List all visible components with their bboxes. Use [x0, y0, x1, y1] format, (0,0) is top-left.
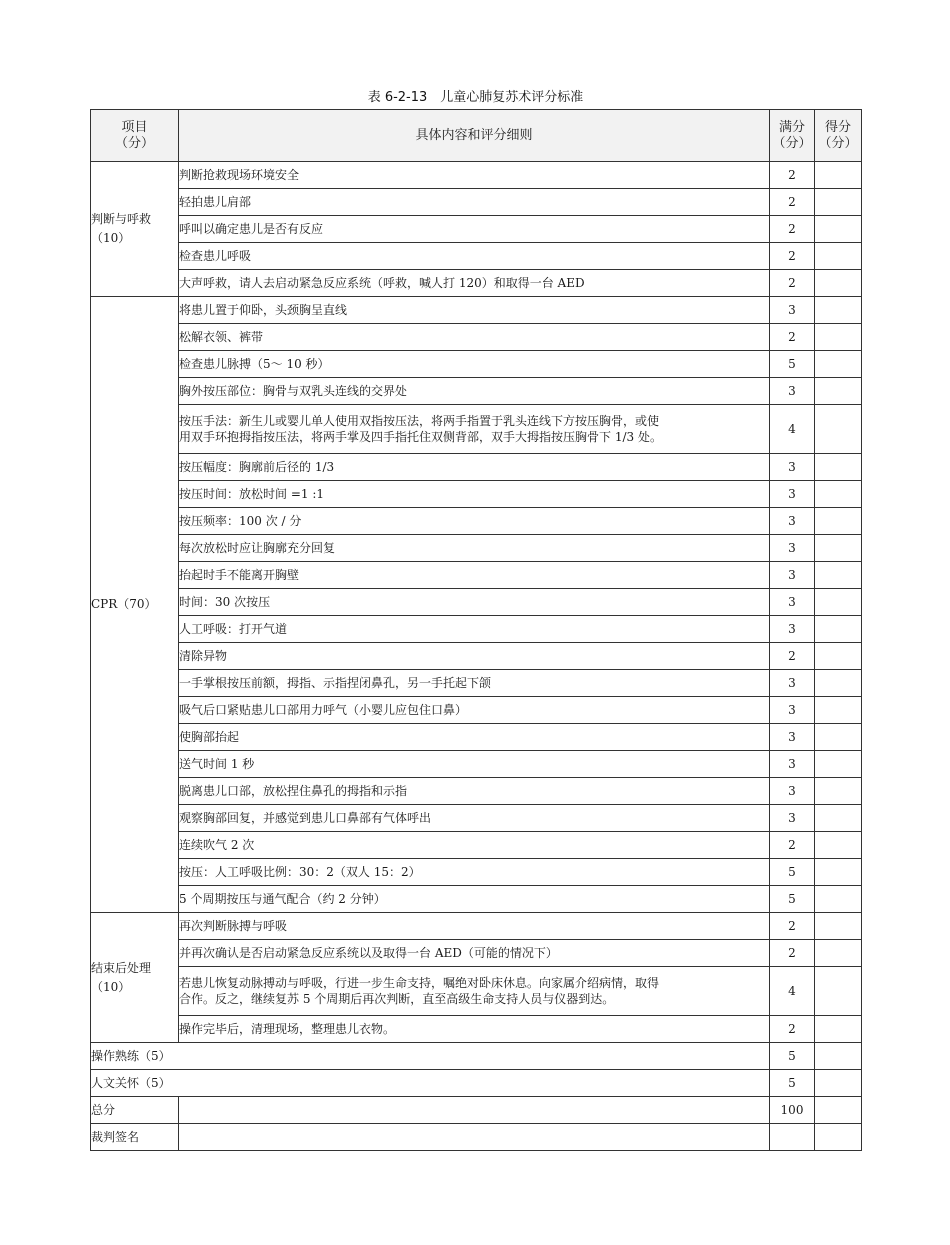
score-input-cell[interactable]	[815, 324, 862, 351]
item-full-score: 3	[770, 508, 815, 535]
category-after: 结束后处理 （10）	[91, 913, 179, 1043]
item-full-score: 2	[770, 162, 815, 189]
signature-row	[91, 1124, 862, 1151]
score-input-cell[interactable]	[815, 751, 862, 778]
score-input-cell[interactable]	[815, 940, 862, 967]
score-input-cell[interactable]	[815, 243, 862, 270]
item-full-score: 5	[770, 859, 815, 886]
score-input-cell[interactable]	[815, 1016, 862, 1043]
score-input-cell[interactable]	[815, 616, 862, 643]
table-row	[91, 189, 862, 216]
item-content: 按压时间：放松时间 =1 :1	[179, 481, 770, 508]
table-row	[91, 162, 862, 189]
table-row	[91, 805, 862, 832]
table-row	[91, 886, 862, 913]
score-input-cell[interactable]	[815, 886, 862, 913]
score-input-cell[interactable]	[815, 270, 862, 297]
score-input-cell[interactable]	[815, 643, 862, 670]
item-full-score: 5	[770, 1043, 815, 1070]
item-content: 按压幅度：胸廓前后径的 1/3	[179, 454, 770, 481]
humanistic-care-label: 人文关怀（5）	[91, 1070, 770, 1097]
item-full-score: 2	[770, 270, 815, 297]
score-input-cell[interactable]	[815, 589, 862, 616]
item-full-score: 2	[770, 832, 815, 859]
item-content: 再次判断脉搏与呼吸	[179, 913, 770, 940]
item-full-score: 3	[770, 751, 815, 778]
item-full-score: 4	[770, 967, 815, 1016]
score-input-cell[interactable]	[815, 778, 862, 805]
item-content: 一手掌根按压前额，拇指、示指捏闭鼻孔，另一手托起下颌	[179, 670, 770, 697]
item-content: 检查患儿脉搏（5～ 10 秒）	[179, 351, 770, 378]
table-row	[91, 297, 862, 324]
item-content: 按压频率：100 次 / 分	[179, 508, 770, 535]
item-full-score: 3	[770, 589, 815, 616]
table-row	[91, 405, 862, 454]
item-content: 连续吹气 2 次	[179, 832, 770, 859]
item-full-score: 3	[770, 454, 815, 481]
header-row	[91, 110, 862, 162]
table-row	[91, 324, 862, 351]
score-input-cell[interactable]	[815, 216, 862, 243]
item-full-score: 3	[770, 535, 815, 562]
table-row	[91, 481, 862, 508]
item-full-score: 2	[770, 216, 815, 243]
score-input-cell[interactable]	[815, 913, 862, 940]
judge-signature-field[interactable]	[179, 1124, 770, 1151]
score-input-cell[interactable]	[815, 535, 862, 562]
score-input-cell[interactable]	[815, 162, 862, 189]
total-row	[91, 1097, 862, 1124]
table-row	[91, 1070, 862, 1097]
item-content: 操作完毕后，清理现场，整理患儿衣物。	[179, 1016, 770, 1043]
item-content: 松解衣领、裤带	[179, 324, 770, 351]
score-input-cell[interactable]	[815, 454, 862, 481]
score-input-cell[interactable]	[815, 1043, 862, 1070]
table-row	[91, 724, 862, 751]
table-row	[91, 216, 862, 243]
item-content: 将患儿置于仰卧，头颈胸呈直线	[179, 297, 770, 324]
table-row	[91, 832, 862, 859]
score-input-cell[interactable]	[815, 859, 862, 886]
item-full-score: 5	[770, 886, 815, 913]
header-item: 项目 （分）	[91, 110, 179, 162]
score-input-cell[interactable]	[815, 670, 862, 697]
item-content: 送气时间 1 秒	[179, 751, 770, 778]
cpr-score-table	[90, 109, 862, 1151]
score-input-cell[interactable]	[815, 508, 862, 535]
item-full-score: 3	[770, 778, 815, 805]
table-row	[91, 378, 862, 405]
score-input-cell[interactable]	[815, 351, 862, 378]
item-content: 胸外按压部位：胸骨与双乳头连线的交界处	[179, 378, 770, 405]
score-input-cell[interactable]	[815, 378, 862, 405]
item-full-score: 3	[770, 562, 815, 589]
item-content: 按压：人工呼吸比例：30：2（双人 15：2）	[179, 859, 770, 886]
item-content: 大声呼救，请人去启动紧急反应系统（呼救，喊人打 120）和取得一台 AED	[179, 270, 770, 297]
table-row	[91, 589, 862, 616]
table-row	[91, 616, 862, 643]
score-input-cell[interactable]	[815, 697, 862, 724]
item-content: 轻拍患儿肩部	[179, 189, 770, 216]
table-row	[91, 913, 862, 940]
table-row	[91, 535, 862, 562]
judge-signature-label: 裁判签名	[91, 1124, 179, 1151]
table-row	[91, 967, 862, 1016]
header-content: 具体内容和评分细则	[179, 110, 770, 162]
item-full-score: 2	[770, 940, 815, 967]
table-row	[91, 670, 862, 697]
table-row	[91, 940, 862, 967]
item-full-score: 3	[770, 297, 815, 324]
item-full-score: 2	[770, 189, 815, 216]
item-content: 吸气后口紧贴患儿口部用力呼气（小婴儿应包住口鼻）	[179, 697, 770, 724]
item-full-score: 3	[770, 805, 815, 832]
item-full-score: 3	[770, 724, 815, 751]
score-input-cell[interactable]	[815, 724, 862, 751]
score-input-cell[interactable]	[815, 1070, 862, 1097]
score-input-cell[interactable]	[815, 297, 862, 324]
item-content: 按压手法：新生儿或婴儿单人使用双指按压法，将两手指置于乳头连线下方按压胸骨，或使 用双手环抱拇指按压法，将两手掌及四手指托住双侧背部，双手大拇指按压胸骨下 1/3 处。	[179, 405, 770, 454]
item-full-score: 3	[770, 616, 815, 643]
table-caption: 表 6-2-13 儿童心肺复苏术评分标准	[367, 90, 584, 105]
item-content: 若患儿恢复动脉搏动与呼吸，行进一步生命支持，嘱绝对卧床休息。向家属介绍病情，取得 合作。反之，继续复苏 5 个周期后再次判断，直至高级生命支持人员与仪器到达。	[179, 967, 770, 1016]
item-content: 并再次确认是否启动紧急反应系统以及取得一台 AED（可能的情况下）	[179, 940, 770, 967]
category-cpr: CPR（70）	[91, 297, 179, 913]
item-full-score: 3	[770, 697, 815, 724]
table-row	[91, 562, 862, 589]
item-full-score: 2	[770, 324, 815, 351]
table-row	[91, 270, 862, 297]
item-full-score: 5	[770, 1070, 815, 1097]
item-content: 每次放松时应让胸廓充分回复	[179, 535, 770, 562]
total-score-input-cell[interactable]	[815, 1097, 862, 1124]
total-full-score: 100	[770, 1097, 815, 1124]
score-input-cell[interactable]	[815, 832, 862, 859]
table-row	[91, 1016, 862, 1043]
table-row	[91, 751, 862, 778]
score-input-cell[interactable]	[815, 562, 862, 589]
header-full-score: 满分 （分）	[770, 110, 815, 162]
score-input-cell[interactable]	[815, 405, 862, 454]
item-content: 清除异物	[179, 643, 770, 670]
item-content: 呼叫以确定患儿是否有反应	[179, 216, 770, 243]
item-content: 抬起时手不能离开胸壁	[179, 562, 770, 589]
item-full-score: 3	[770, 378, 815, 405]
item-full-score: 2	[770, 243, 815, 270]
item-full-score: 4	[770, 405, 815, 454]
item-content: 脱离患儿口部，放松捏住鼻孔的拇指和示指	[179, 778, 770, 805]
table-row	[91, 243, 862, 270]
table-row	[91, 351, 862, 378]
total-label: 总分	[91, 1097, 179, 1124]
table-row	[91, 859, 862, 886]
total-blank	[179, 1097, 770, 1124]
item-full-score: 3	[770, 481, 815, 508]
score-input-cell[interactable]	[815, 805, 862, 832]
item-content: 使胸部抬起	[179, 724, 770, 751]
item-full-score: 5	[770, 351, 815, 378]
header-obtained-score: 得分 （分）	[815, 110, 862, 162]
table-row	[91, 508, 862, 535]
item-full-score: 3	[770, 670, 815, 697]
table-row	[91, 778, 862, 805]
score-input-cell[interactable]	[815, 481, 862, 508]
score-input-cell[interactable]	[815, 967, 862, 1016]
table-row	[91, 643, 862, 670]
item-full-score: 2	[770, 643, 815, 670]
signature-blank	[770, 1124, 815, 1151]
table-row	[91, 454, 862, 481]
table-row	[91, 1043, 862, 1070]
item-content: 时间：30 次按压	[179, 589, 770, 616]
item-full-score: 2	[770, 913, 815, 940]
item-content: 观察胸部回复，并感觉到患儿口鼻部有气体呼出	[179, 805, 770, 832]
category-judge: 判断与呼救 （10）	[91, 162, 179, 297]
item-full-score: 2	[770, 1016, 815, 1043]
score-input-cell[interactable]	[815, 189, 862, 216]
item-content: 人工呼吸：打开气道	[179, 616, 770, 643]
item-content: 判断抢救现场环境安全	[179, 162, 770, 189]
signature-blank-cell	[815, 1124, 862, 1151]
operation-proficiency-label: 操作熟练（5）	[91, 1043, 770, 1070]
item-content: 检查患儿呼吸	[179, 243, 770, 270]
table-row	[91, 697, 862, 724]
item-content: 5 个周期按压与通气配合（约 2 分钟）	[179, 886, 770, 913]
